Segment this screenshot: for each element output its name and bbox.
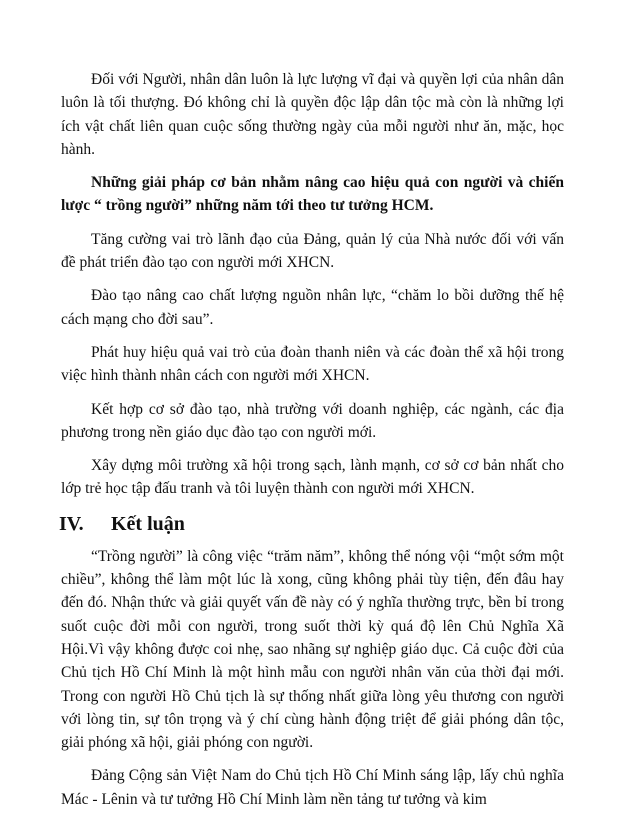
section-heading [59, 511, 564, 537]
section-title: Kết luận [111, 512, 185, 535]
section-number: IV. [59, 512, 84, 535]
document-page [61, 68, 564, 811]
solution-paragraph-2: Đào tạo nâng cao chất lượng nguồn nhân lực, “chăm lo bồi dưỡng thế hệ cách mạng cho đời sau”. [61, 287, 564, 328]
solution-paragraph-1: Tăng cường vai trò lãnh đạo của Đảng, quản lý của Nhà nước đối với vấn đề phát triển đào tạo con người mới XHCN. [61, 230, 564, 272]
body-paragraph: Đối với Người, nhân dân luôn là lực lượng vĩ đại và quyền lợi của nhân dân luôn là tối thượng. Đó không chỉ là quyền độc lập dân tộc mà còn là những lợi ích vật chất liên quan cuộc sống thường ngày của mỗi người như ăn, mặc, học hành. [61, 71, 564, 158]
conclusion-paragraph-2: Đảng Cộng sản Việt Nam do Chủ tịch Hồ Chí Minh sáng lập, lấy chủ nghĩa Mác - Lênin và tư tưởng Hồ Chí Minh làm nền tảng tư tưởng và kim [61, 767, 564, 808]
solution-paragraph-3: Phát huy hiệu quả vai trò của đoàn thanh niên và các đoàn thể xã hội trong việc hình thành nhân cách con người mới XHCN. [61, 343, 564, 385]
solution-paragraph-5: Xây dựng môi trường xã hội trong sạch, lành mạnh, cơ sở cơ bản nhất cho lớp trẻ học tập đấu tranh và tôi luyện thành con người mới XHCN. [61, 457, 564, 498]
solution-paragraph-4: Kết hợp cơ sở đào tạo, nhà trường với doanh nghiệp, các ngành, các địa phương trong nền giáo dục đào tạo con người mới. [61, 400, 564, 441]
conclusion-paragraph-1: “Trồng người” là công việc “trăm năm”, không thể nóng vội “một sớm một chiều”, không thể làm một lúc là xong, cũng không phải tùy tiện, đến đâu hay đến đó. Nhận thức và giải quyết vấn đề này có ý nghĩa thường trực, bền bỉ trong suốt cuộc đời mỗi con người, trong suốt thời kỳ quá độ lên Chủ Nghĩa Xã Hội.Vì vậy không được coi nhẹ, sao nhãng sự nghiệp giáo dục. Cả cuộc đời của Chủ tịch Hồ Chí Minh là một hình mẫu con người nhân văn của thời đại mới. Trong con người Hồ Chủ tịch là sự thống nhất giữa lòng yêu thương con người với lòng tin, sự tôn trọng và ý chí cùng hành động triệt để giải phóng dân tộc, giải phóng xã hội, giải phóng con người. [61, 547, 564, 752]
solutions-subheading: Những giải pháp cơ bản nhằm nâng cao hiệu quả con người và chiến lược “ trồng người” những năm tới theo tư tưởng HCM. [61, 174, 564, 215]
